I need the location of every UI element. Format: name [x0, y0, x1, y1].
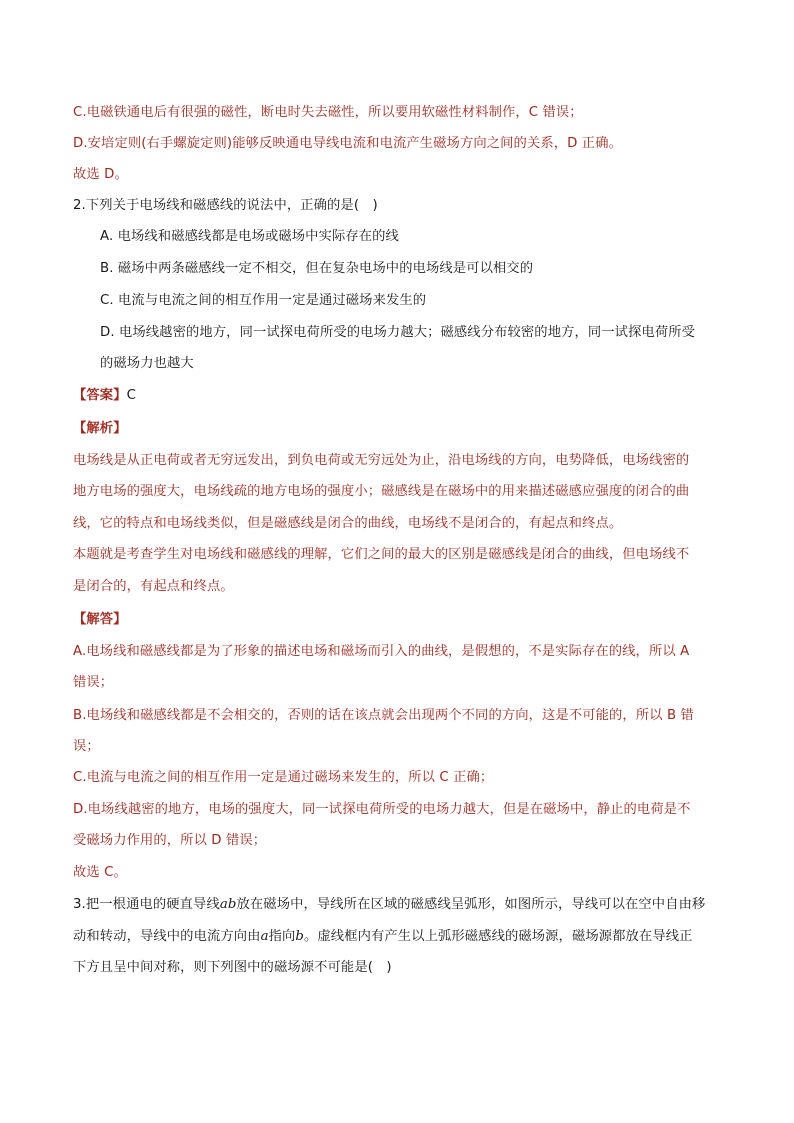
solution-line-5: C.电流与电流之间的相互作用一定是通过磁场来发生的，所以 C 正确； — [73, 770, 494, 785]
q3-text: 放在磁场中，导线所在区域的磁感线呈弧形，如图所示，导线可以在空中自由移 — [236, 897, 706, 912]
analysis-line-2: 地方电场的强度大，电场线疏的地方电场的强度小；磁感线是在磁场中的用来描述磁感应强度的闭合的曲 — [73, 484, 690, 499]
analysis-line-1: 电场线是从正电荷或者无穷远发出，到负电荷或无穷远处为止，沿电场线的方向，电势降低，电场线密的 — [73, 453, 690, 468]
prev-conclusion: 故选 D。 — [73, 167, 128, 182]
q3-line-3: 下方且呈中间对称，则下列图中的磁场源不可能是( ) — [73, 960, 392, 975]
q3-text: 3.把一根通电的硬直导线 — [73, 897, 220, 912]
q2-option-d: D. 电场线越密的地方，同一试探电荷所受的电场力越大；磁感线分布较密的地方，同一试探电荷所受 — [100, 325, 696, 340]
solution-line-6: D.电场线越密的地方，电场的强度大，同一试探电荷所受的电场力越大，但是在磁场中，静止的电荷是不 — [73, 802, 691, 817]
q3-text: 动和转动，导线中的电流方向由 — [73, 929, 261, 944]
q3-text: 。虚线框内有产生以上弧形磁感线的磁场源，磁场源都放在导线正 — [304, 929, 693, 944]
q3-var-ab: ab — [219, 897, 237, 912]
q2-option-c: C. 电流与电流之间的相互作用一定是通过磁场来发生的 — [100, 293, 427, 308]
solution-tag: 【解答】 — [73, 612, 127, 627]
solution-line-7: 受磁场力作用的，所以 D 错误； — [73, 833, 267, 848]
analysis-line-4: 本题就是考查学生对电场线和磁感线的理解，它们之间的最大的区别是磁感线是闭合的曲线，但电场线不 — [73, 547, 690, 562]
q2-option-a: A. 电场线和磁感线都是电场或磁场中实际存在的线 — [100, 229, 399, 244]
q3-var-a: a — [260, 929, 269, 944]
q2-option-d-cont: 的磁场力也越大 — [100, 356, 194, 371]
prev-answer-c: C.电磁铁通电后有很强的磁性，断电时失去磁性，所以要用软磁性材料制作，C 错误； — [73, 105, 583, 120]
q3-line-2 — [73, 927, 693, 947]
solution-line-2: 错误； — [73, 675, 114, 690]
prev-answer-d: D.安培定则(右手螺旋定则)能够反映通电导线电流和电流产生磁场方向之间的关系，D 正确。 — [73, 136, 622, 151]
analysis-tag: 【解析】 — [73, 421, 127, 436]
q2-answer — [73, 386, 136, 406]
answer-tag: 【答案】 — [73, 388, 127, 403]
answer-value: C — [126, 388, 136, 403]
q3-line-1 — [73, 895, 705, 915]
solution-line-4: 误； — [73, 739, 100, 754]
q3-var-b: b — [295, 929, 305, 944]
solution-line-8: 故选 C。 — [73, 865, 127, 880]
analysis-line-5: 是闭合的，有起点和终点。 — [73, 579, 234, 594]
analysis-line-3: 线，它的特点和电场线类似，但是磁感线是闭合的曲线，电场线不是闭合的，有起点和终点。 — [73, 516, 623, 531]
solution-line-3: B.电场线和磁感线都是不会相交的，否则的话在该点就会出现两个不同的方向，这是不可能的，所以 B 错 — [73, 708, 694, 723]
q2-stem: 2.下列关于电场线和磁感线的说法中，正确的是( ) — [73, 198, 378, 213]
q3-text: 指向 — [268, 929, 296, 944]
solution-line-1: A.电场线和磁感线都是为了形象的描述电场和磁场而引入的曲线，是假想的，不是实际存在的线，所以 A — [73, 644, 690, 659]
q2-option-b: B. 磁场中两条磁感线一定不相交，但在复杂电场中的电场线是可以相交的 — [100, 261, 534, 276]
